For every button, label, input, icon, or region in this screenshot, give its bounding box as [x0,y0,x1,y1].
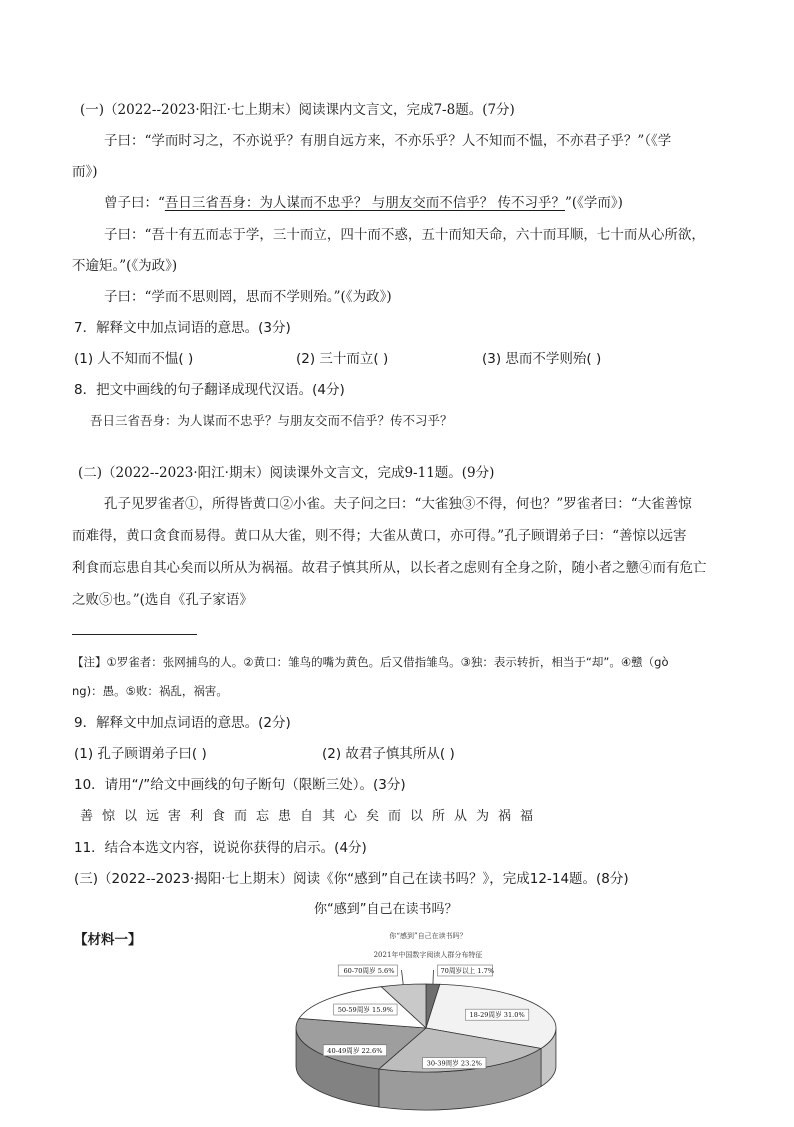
question-9-item-1: (1) 孔子顾谓弟子曰( ) [74,746,207,762]
pie-label-60-70周岁 [338,965,397,976]
question-10-title: 10．请用“/”给文中画线的句子断句（限断三处）。(3分) [74,777,406,793]
material-label: 【材料一】 [74,932,142,948]
pie-label-70周岁以上 [437,965,494,976]
section2-paragraph-c: 利食而忘患自其心矣而以所从为祸福。故君子慎其所从，以长者之虑则有全身之阶，随小者之戆④而有危亡 [72,560,707,576]
pie-leader-60-70周岁 [401,970,403,985]
pie-label-50-59周岁 [334,1004,397,1015]
paragraph-2-prefix: 曾子曰：“ [104,195,165,211]
pie-label-40-49周岁 [323,1045,386,1056]
section2-paragraph-d: 之败⑤也。”(选自《孔子家语》 [72,592,253,608]
section3-header: (三)（2022--2023·揭阳·七上期末）阅读《你“感到”自己在读书吗？》，完成12-14题。(8分) [74,871,629,887]
section1-paragraph-1a: 子曰：“学而时习之，不亦说乎？有朋自远方来，不亦乐乎？人不知而不愠，不亦君子乎？”（《学 [104,133,672,149]
pie-label-18-29周岁 [465,1009,528,1020]
question-7-item-1: (1) 人不知而不愠( ) [74,351,194,367]
pie-label-text: 40-49周岁 22.6% [327,1046,383,1055]
question-8-sentence: 吾日三省吾身：为人谋而不忠乎？与朋友交而不信乎？传不习乎？ [90,413,453,428]
footnote-line-b: ng)：愚。⑤败：祸乱，祸害。 [72,684,228,698]
question-8-title: 8．把文中画线的句子翻译成现代汉语。(4分) [74,382,345,398]
underlined-sentence: 吾日三省吾身：为人谋而不忠乎？ 与朋友交而不信乎？ 传不习乎？ [164,195,565,211]
question-7-title: 7．解释文中加点词语的意思。(3分) [74,320,291,336]
question-11-title: 11．结合本选文内容，说说你获得的启示。(4分) [74,840,367,856]
paragraph-2-suffix: ”(《学而》) [565,195,623,211]
section1-header: (一)（2022--2023·阳江·七上期末）阅读课内文言文，完成7-8题。(7分) [80,102,515,118]
question-10-sentence: 善惊以远害利食而忘患自其心矣而以所从为祸福 [80,809,543,824]
section2-header: (二)（2022--2023·阳江·期末）阅读课外文言文，完成9-11题。(9分) [78,465,495,481]
question-9-title: 9．解释文中加点词语的意思。(2分) [74,715,291,731]
pie-chart-svg [278,920,578,1123]
section2-paragraph-a: 孔子见罗雀者①，所得皆黄口②小雀。夫子问之曰：“大雀独③不得，何也？”罗雀者曰：“大雀善惊 [104,496,692,512]
pie-label-text: 18-29周岁 31.0% [469,1011,525,1020]
pie-leader-70周岁以上 [433,970,434,984]
pie-chart [278,920,578,1123]
section2-paragraph-b: 而难得，黄口贪食而易得。黄口从大雀，则不得；大雀从黄口，亦可得。”孔子顾谓弟子曰：“善惊以远害 [72,528,687,544]
section1-paragraph-3b: 不逾矩。”(《为政》) [72,258,178,274]
question-7-item-3: (3) 思而不学则殆( ) [482,351,602,367]
pie-label-text: 50-59周岁 15.9% [337,1006,393,1015]
pie-label-30-39周岁 [423,1058,486,1069]
footnote-divider [72,634,197,635]
section1-paragraph-2 [104,193,623,213]
pie-label-text: 30-39周岁 23.2% [426,1059,482,1068]
pie-label-text: 60-70周岁 5.6% [343,967,395,975]
article-title: 你“感到”自己在读书吗？ [314,902,458,917]
section1-paragraph-3a: 子曰：“吾十有五而志于学，三十而立，四十而不惑，五十而知天命，六十而耳顺，七十而从心所欲， [104,227,705,243]
chart-title: 你“感到”自己在读书吗？ [389,932,467,940]
section1-paragraph-1b: 而》) [72,164,98,180]
question-7-item-2: (2) 三十而立( ) [296,351,389,367]
chart-subtitle: 2021年中国数字阅读人群分布特征 [373,951,483,959]
section1-paragraph-4: 子曰：“学而不思则罔，思而不学则殆。”(《为政》) [104,289,392,305]
pie-label-text: 70周岁以上 1.7% [440,967,495,975]
footnote-line-a: 【注】①罗雀者：张网捕鸟的人。②黄口：雏鸟的嘴为黄色。后又借指雏鸟。③独：表示转折，相当于“却”。④戆（gò [72,655,669,669]
question-9-item-2: (2) 故君子慎其所从( ) [322,746,455,762]
